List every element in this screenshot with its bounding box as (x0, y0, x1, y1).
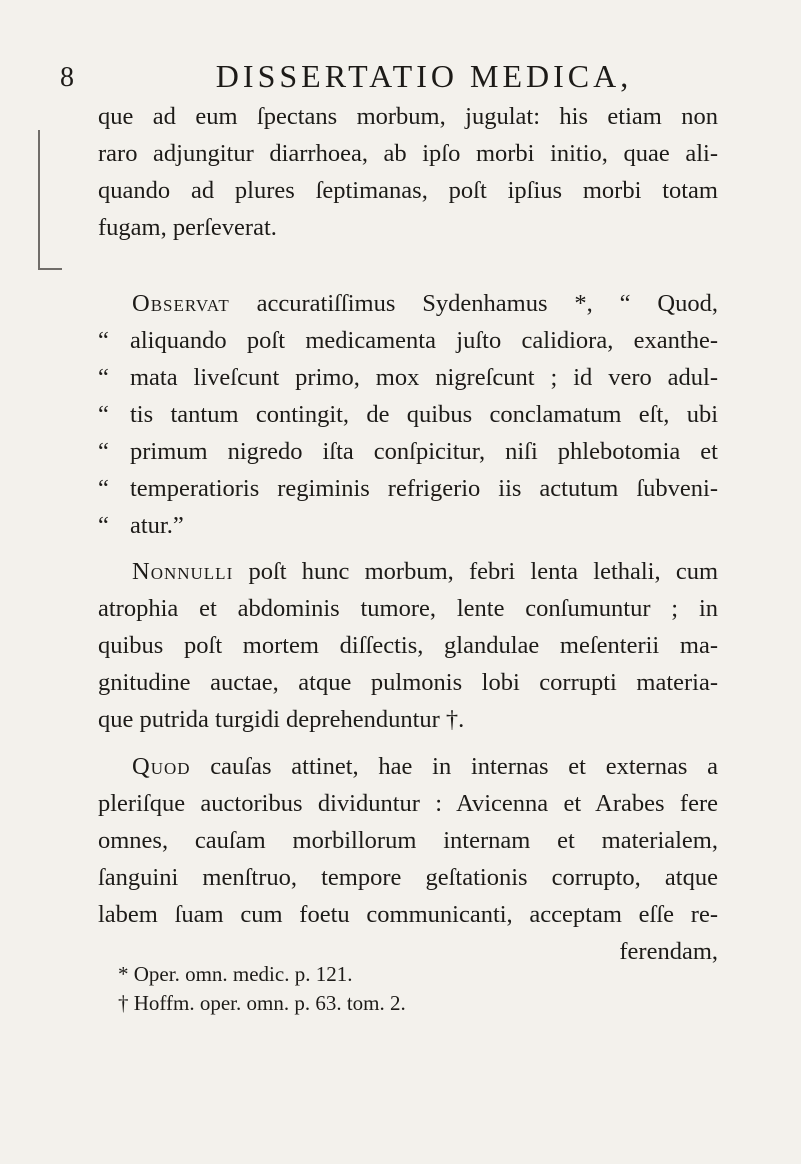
text-line: pleriſque auctoribus dividuntur : Avicenna et Arabes fere (98, 790, 718, 817)
footnote: * Oper. omn. medic. p. 121. (118, 962, 353, 986)
text-line: que ad eum ſpectans morbum, jugulat: his etiam non (98, 103, 718, 130)
text-line: labem ſuam cum foetu communicanti, acceptam eſſe re- (98, 901, 718, 928)
running-head (60, 56, 760, 96)
text-line: fugam, perſeverat. (98, 214, 277, 241)
paragraph-3 (98, 553, 718, 738)
text-line: omnes, cauſam morbillorum internam et materialem, (98, 827, 718, 854)
text-fragment: cauſas attinet, hae in internas et externas a (210, 753, 718, 780)
footnote: † Hoffm. oper. omn. p. 63. tom. 2. (118, 991, 406, 1015)
text-line: ſanguini menſtruo, tempore geſtationis corrupto, atque (98, 864, 718, 891)
text-line: quando ad plures ſeptimanas, poſt ipſius morbi totam (98, 177, 718, 204)
text-fragment: accuratiſſimus Sydenhamus *, (256, 290, 593, 317)
margin-bracket-mark (38, 130, 62, 270)
text-line: quibus poſt mortem diſſectis, glandulae meſenterii ma- (98, 632, 718, 659)
paragraph-lead-word: Nonnulli (132, 558, 234, 585)
text-line (98, 748, 718, 785)
text-line: atrophia et abdominis tumore, lente conſumuntur ; in (98, 595, 718, 622)
text-line (98, 553, 718, 590)
quote-line: “ mata liveſcunt primo, mox nigreſcunt ; id vero adul- (98, 364, 718, 391)
quote-line: “ atur.” (98, 512, 184, 539)
page-number: 8 (60, 62, 74, 93)
paragraph-1 (98, 98, 718, 246)
text-line: ferendam, (619, 938, 718, 965)
quote-line: “ aliquando poſt medicamenta juſto calidiora, exanthe- (98, 327, 718, 354)
quote-line: “ tis tantum contingit, de quibus conclamatum eſt, ubi (98, 401, 718, 428)
paragraph-4 (98, 748, 718, 970)
text-line: que putrida turgidi deprehenduntur †. (98, 706, 465, 733)
paragraph-lead-word: Quod (132, 753, 191, 780)
paragraph-lead-word: Observat (132, 290, 230, 317)
text-line (98, 285, 718, 322)
text-fragment: “ Quod, (619, 290, 718, 317)
text-line: raro adjungitur diarrhoea, ab ipſo morbi initio, quae ali- (98, 140, 718, 167)
paragraph-2 (98, 285, 718, 544)
text-fragment: poſt hunc morbum, febri lenta lethali, cum (248, 558, 719, 585)
footnotes (118, 960, 678, 1018)
quote-line: “ primum nigredo iſta conſpicitur, niſi phlebotomia et (98, 438, 718, 465)
text-line: gnitudine auctae, atque pulmonis lobi corrupti materia- (98, 669, 718, 696)
running-title: DISSERTATIO MEDICA, (215, 58, 633, 94)
quote-line: “ temperatioris regiminis refrigerio iis actutum ſubveni- (98, 475, 718, 502)
